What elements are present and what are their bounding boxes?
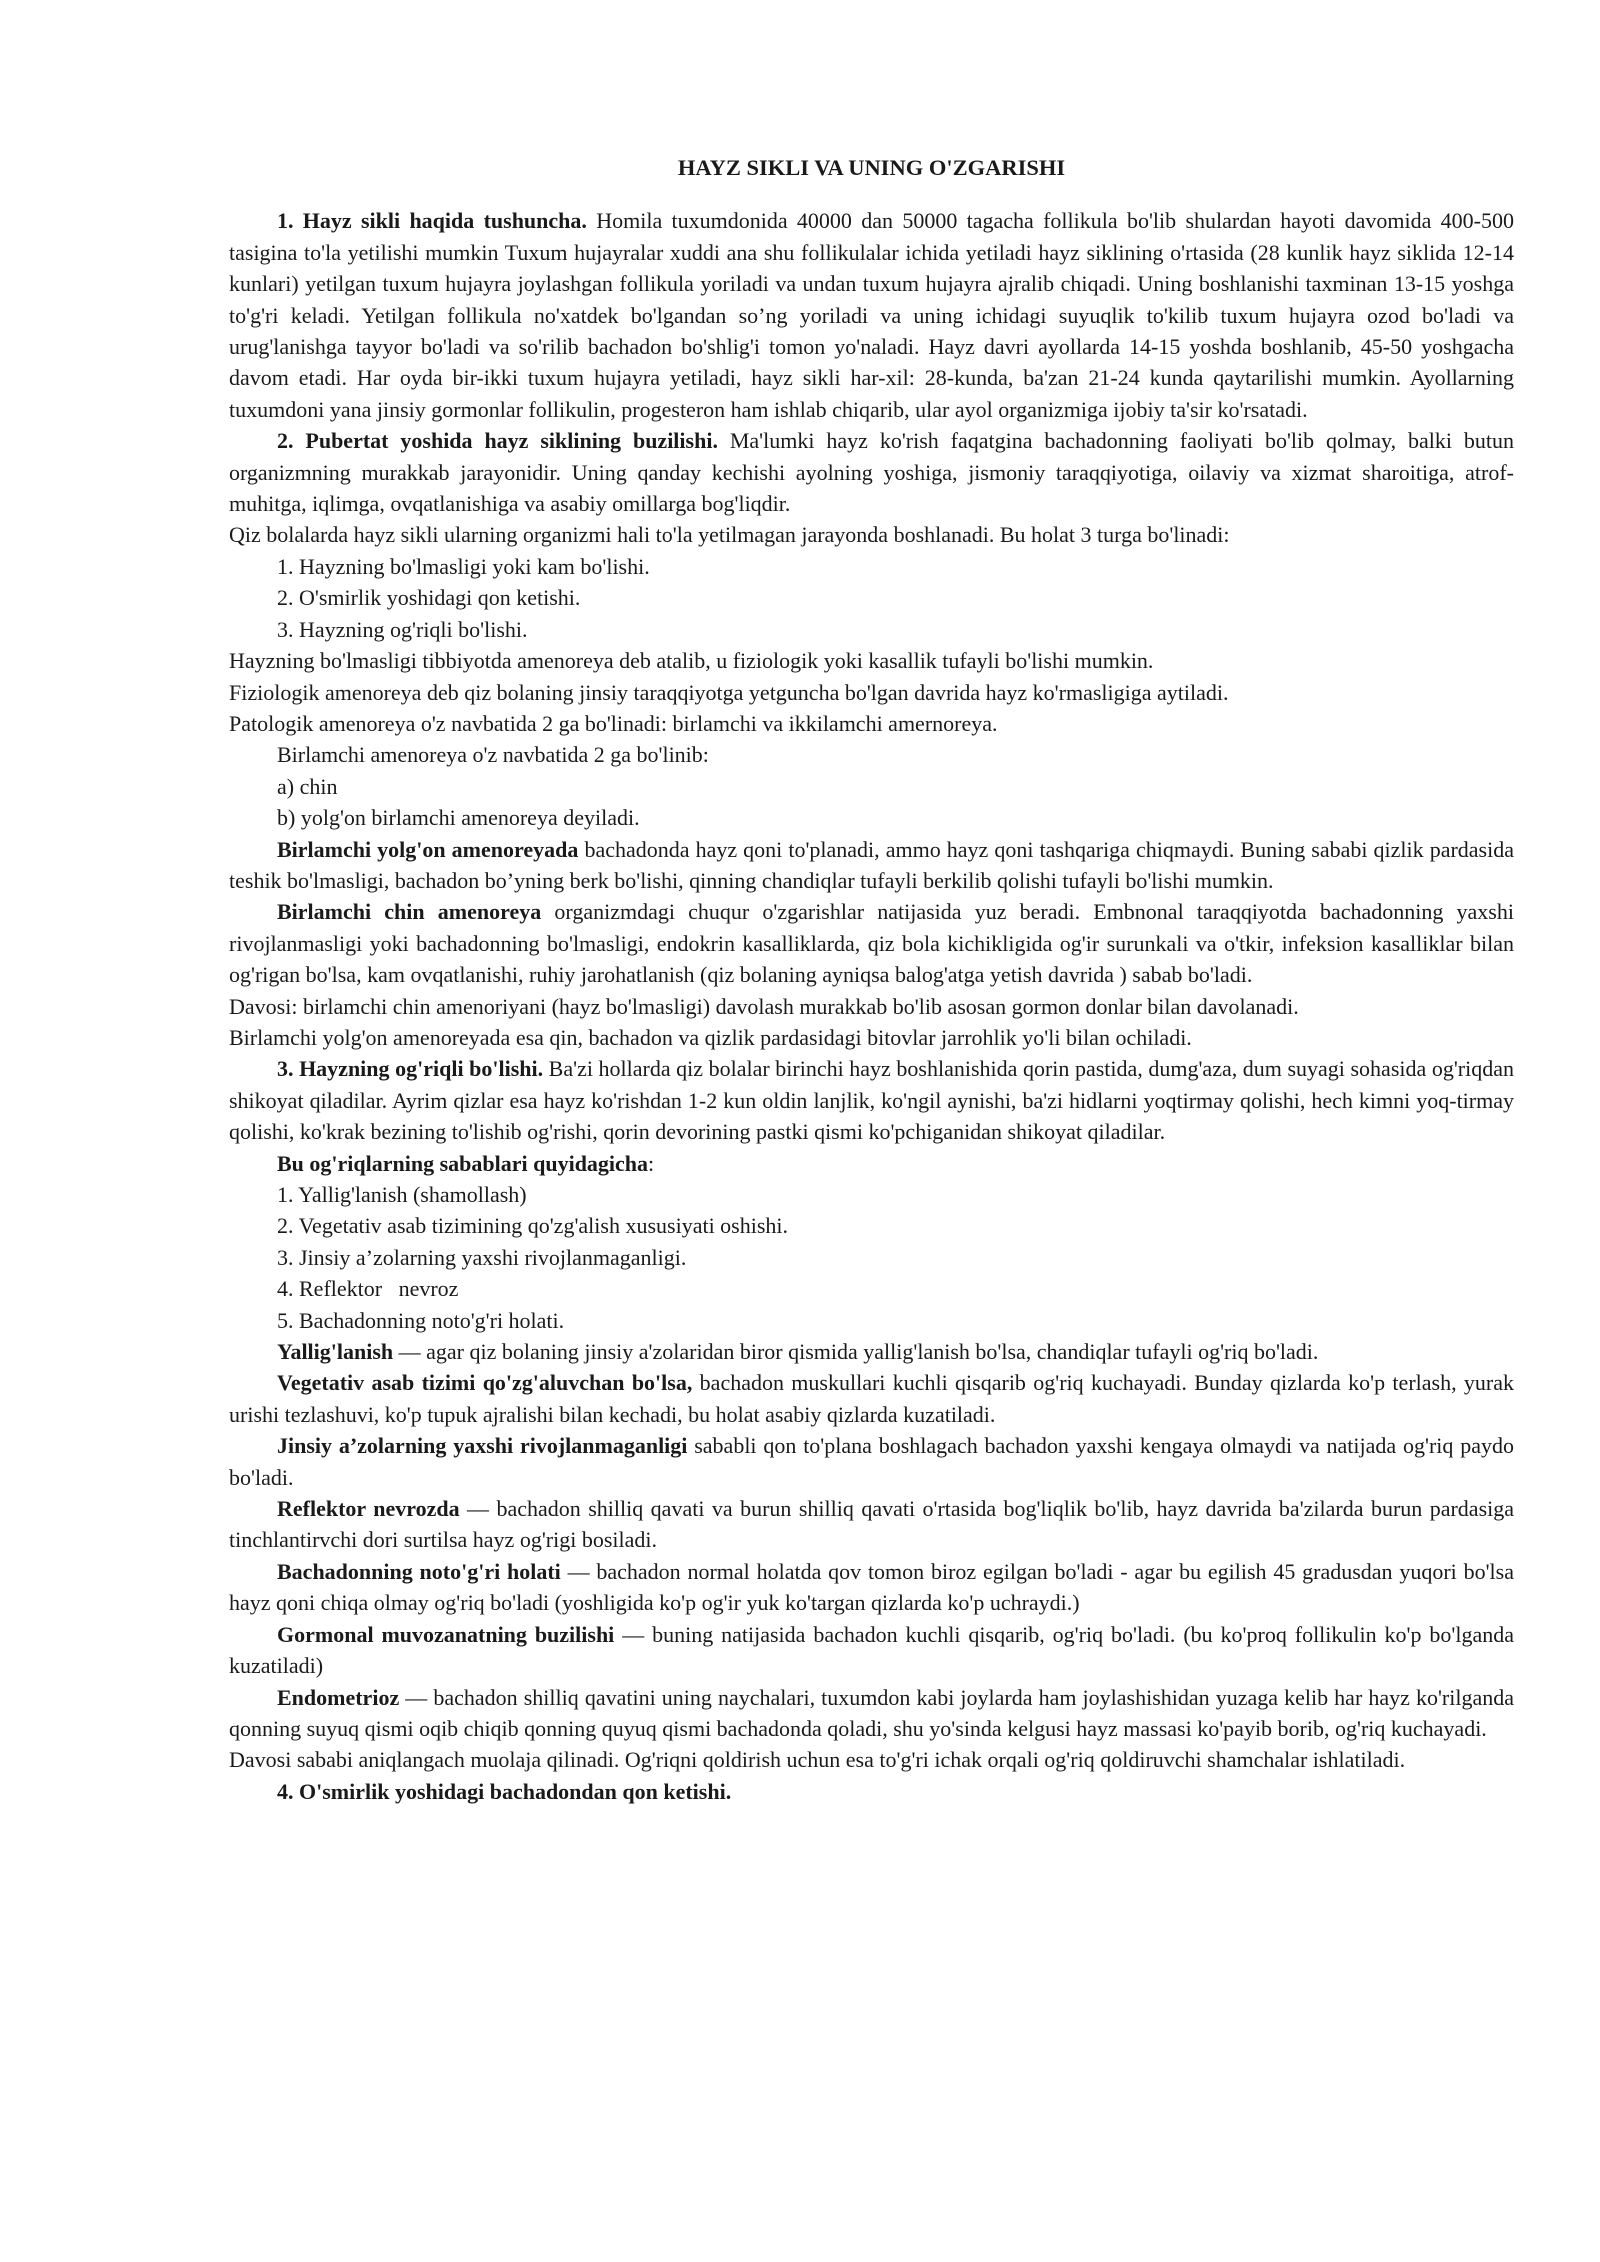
paragraph-lead: Birlamchi yolg'on amenoreyada	[277, 836, 579, 862]
reasons-heading-text: Bu og'riqlarning sabablari quyidagicha	[277, 1150, 649, 1176]
reason-detail-lead: Reflektor nevrozda	[277, 1496, 460, 1522]
section-1-paragraph	[229, 205, 1514, 425]
reason-detail-lead: Gormonal muvozanatning buzilishi	[277, 1621, 615, 1647]
reason-detail-text: — bachadon normal holatda qov tomon biroz egilgan bo'ladi - agar bu egilish 45 gradusdan yuqori bo'lsa hayz qoni chiqa olmay og'riq bo'ladi (yoshligida ko'p og'ir yuk ko'targan qizlarda ko'p uchraydi.)	[229, 1558, 1514, 1616]
section-2-paragraph	[229, 425, 1514, 519]
paragraph: Patologik amenoreya o'z navbatida 2 ga bo'linadi: birlamchi va ikkilamchi amernoreya.	[229, 710, 998, 736]
list-item: a) chin	[277, 773, 338, 799]
reason-detail	[229, 1493, 1514, 1556]
paragraph: Hayzning bo'lmasligi tibbiyotda amenoreya deb atalib, u fiziologik yoki kasallik tufayli bo'lishi mumkin.	[229, 648, 1154, 674]
reason-detail	[229, 1619, 1514, 1682]
paragraph-text: bachadonda hayz qoni to'planadi, ammo hayz qoni tashqariga chiqmaydi. Buning sababi qizlik pardasida teshik bo'lmasligi, bachadon bo’yning berk bo'lishi, qinning chandiqlar tufayli berkilib qolishi tufayli bo'lishi mumkin.	[229, 836, 1514, 893]
section-1-text: Homila tuxumdonida 40000 dan 50000 tagacha follikula bo'lib shulardan hayoti davomida 400-500 tasigina to'la yetilishi mumkin Tuxum hujayralar xuddi ana shu follikulalar ichida yetiladi hayz siklining o'rtasida (28 kunlik hayz siklida 12-14 kunlari) yetilgan tuxum hujayra joylashgan follikula yoriladi va undan tuxum hujayra ajralib chiqadi. Uning boshlanishi taxminan 13-15 yoshga to'g'ri keladi. Yetilgan follikula no'xatdek bo'lgandan so’ng yoriladi va uning ichidagi suyuqlik to'kilib tuxum hujayra ozod bo'ladi va urug'lanishga tayyor bo'ladi va so'rilib bachadon bo'shlig'i tomon yo'naladi. Hayz davri ayollarda 14-15 yoshda boshlanib, 45-50 yoshgacha davom etadi. Har oyda bir-ikki tuxum hujayra yetiladi, hayz sikli har-xil: 28-kunda, ba'zan 21-24 kunda qaytarilishi mumkin. Ayollarning tuxumdoni yana jinsiy gormonlar follikulin, progesteron ham ishlab chiqarib, ular ayol organizmiga ijobiy ta'sir ko'rsatadi.	[229, 208, 1514, 422]
treatment-paragraph: Davosi sababi aniqlangach muolaja qilinadi. Og'riqni qoldirish uchun esa to'g'ri ichak orqali og'riq qoldiruvchi shamchalar ishlatiladi.	[229, 1747, 1406, 1773]
list-item: 4. Reflektor nevroz	[277, 1276, 459, 1302]
list-item: 2. Vegetativ asab tizimining qo'zg'alish xususiyati oshishi.	[277, 1213, 789, 1239]
section-2-heading: 2. Pubertat yoshida hayz siklining buzilishi.	[277, 428, 718, 454]
reason-detail-lead: Bachadonning noto'g'ri holati	[277, 1558, 561, 1584]
reason-detail	[229, 1682, 1514, 1745]
section-4-heading	[229, 1776, 1514, 1807]
reason-detail-text: — bachadon shilliq qavati va burun shilliq qavati o'rtasida bog'liqlik bo'lib, hayz davrida ba'zilarda burun pardasiga tinchlantirvchi dori surtilsa hayz og'rigi bosiladi.	[229, 1496, 1515, 1553]
reason-detail	[229, 1430, 1514, 1493]
reasons-colon: :	[648, 1150, 655, 1176]
paragraph: Birlamchi yolg'on amenoreyada esa qin, bachadon va qizlik pardasidagi bitovlar jarrohlik yo'li bilan ochiladi.	[229, 1024, 1192, 1050]
list-item: 3. Jinsiy a’zolarning yaxshi rivojlanmaganligi.	[277, 1244, 687, 1270]
section-3-text: Ba'zi hollarda qiz bolalar birinchi hayz boshlanishida qorin pastida, dumg'aza, dum suyagi sohasida og'riqdan shikoyat qiladilar. Ayrim qizlar esa hayz ko'rishdan 1-2 kun oldin lanjlik, ko'ngil aynishi, ba'zi hidlarni yoqtirmay qolishi, hech kimni yoq-tirmay qolishi, ko'krak bezining to'lishib og'rishi, qorin devorining pastki qismi ko'pchiganidan shikoyat qiladilar.	[229, 1056, 1514, 1145]
reason-detail-text: — buning natijasida bachadon kuchli qisqarib, og'riq bo'ladi. (bu ko'proq follikulin ko'p bo'lganda kuzatiladi)	[229, 1621, 1514, 1679]
reason-detail-lead: Endometrioz	[277, 1684, 400, 1710]
reason-detail-text: — agar qiz bolaning jinsiy a'zolaridan biror qismida yallig'lanish bo'lsa, chandiqlar tufayli og'riq bo'ladi.	[393, 1339, 1319, 1365]
list-item: 1. Hayzning bo'lmasligi yoki kam bo'lishi.	[277, 553, 650, 579]
list-item: 2. O'smirlik yoshidagi qon ketishi.	[277, 585, 581, 611]
treatment-paragraph: Davosi: birlamchi chin amenoriyani (hayz bo'lmasligi) davolash murakkab bo'lib asosan gormon donlar bilan davolanadi.	[229, 993, 1299, 1019]
paragraph-lead: Birlamchi chin amenoreya	[277, 899, 542, 925]
section-4-heading-text: 4. O'smirlik yoshidagi bachadondan qon ketishi.	[277, 1778, 732, 1804]
list-item: b) yolg'on birlamchi amenoreya deyiladi.	[277, 805, 640, 831]
true-amenorrhea-paragraph	[229, 896, 1514, 990]
list-item: 1. Yallig'lanish (shamollash)	[277, 1182, 527, 1207]
false-amenorrhea-paragraph	[229, 834, 1514, 897]
reason-detail	[229, 1556, 1514, 1619]
reason-detail-lead: Vegetativ asab tizimi qo'zg'aluvchan bo'lsa,	[277, 1370, 693, 1396]
reason-detail-text: — bachadon shilliq qavatini uning naychalari, tuxumdon kabi joylarda ham joylashishidan yuzaga kelib har hayz ko'rilganda qonning suyuq qismi oqib chiqib qonning quyuq qismi bachadonda qoladi, shu yo'sinda kelgusi hayz massasi ko'payib borib, og'riq kuchayadi.	[229, 1684, 1514, 1741]
paragraph-text: organizmdagi chuqur o'zgarishlar natijasida yuz beradi. Embnonal taraqqiyotda bachadonning yaxshi rivojlanmasligi yoki bachadonning bo'lmasligi, endokrin kasalliklarda, qiz bola kichikligida og'ir surunkali va o'tkir, infeksion kasalliklar bilan og'rigan bo'lsa, kam ovqatlanishi, ruhiy jarohatlanish (qiz bolaning ayniqsa balog'atga yetish davrida ) sabab bo'ladi.	[229, 899, 1514, 988]
reason-detail-text: bachadon muskullari kuchli qisqarib og'riq kuchayadi. Bunday qizlarda ko'p terlash, yurak urishi tezlashuvi, ko'p tupuk ajralishi bilan kechadi, bu holat asabiy qizlarda kuzatiladi.	[229, 1370, 1514, 1427]
section-3-heading: 3. Hayzning og'riqli bo'lishi.	[277, 1056, 544, 1082]
paragraph: Birlamchi amenoreya o'z navbatida 2 ga bo'linib:	[277, 742, 709, 768]
section-2-text: Ma'lumki hayz ko'rish faqatgina bachadonning faoliyati bo'lib qolmay, balki butun organizmning murakkab jarayonidir. Uning qanday kechishi ayolning yoshiga, jismoniy taraqqiyotiga, oilaviy va xizmat sharoitiga, atrof-muhitga, iqlimga, ovqatlanishiga va asabiy omillarga bog'liqdir.	[229, 428, 1515, 517]
list-item: 5. Bachadonning noto'g'ri holati.	[277, 1307, 565, 1333]
reason-detail	[229, 1367, 1514, 1430]
reason-detail-lead: Yallig'lanish	[277, 1339, 394, 1365]
section-1-heading: 1. Hayz sikli haqida tushuncha.	[277, 208, 587, 234]
paragraph: Fiziologik amenoreya deb qiz bolaning jinsiy taraqqiyotga yetguncha bo'lgan davrida hayz ko'rmasligiga aytiladi.	[229, 679, 1229, 705]
section-3-paragraph	[229, 1053, 1514, 1147]
reasons-heading	[229, 1148, 1514, 1179]
reason-detail-lead: Jinsiy a’zolarning yaxshi rivojlanmaganligi	[277, 1433, 688, 1459]
page-title: HAYZ SIKLI VA UNING O'ZGARISHI	[677, 155, 1066, 180]
reason-detail	[229, 1336, 1514, 1367]
reason-detail-text: sababli qon to'plana boshlagach bachadon yaxshi kengaya olmaydi va natijada og'riq paydo bo'ladi.	[229, 1433, 1514, 1490]
section-2-intro: Qiz bolalarda hayz sikli ularning organizmi hali to'la yetilmagan jarayonda boshlanadi. Bu holat 3 turga bo'linadi:	[229, 522, 1230, 548]
list-item: 3. Hayzning og'riqli bo'lishi.	[277, 616, 528, 642]
